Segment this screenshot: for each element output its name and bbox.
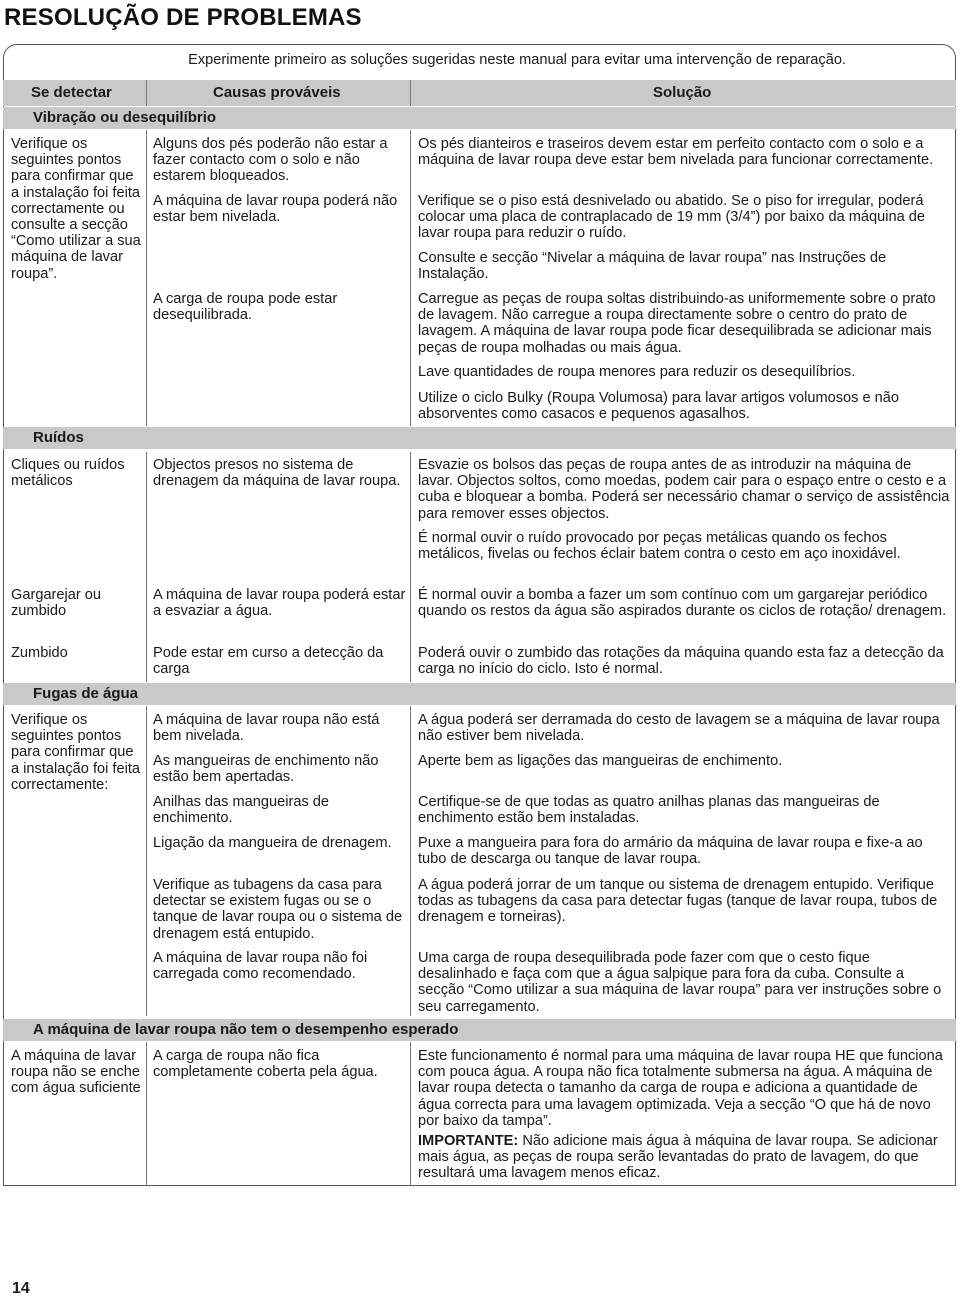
section-leaks [3,683,956,705]
cause-text: Anilhas das mangueiras de enchimento. [153,794,330,827]
solution-text: Poderá ouvir o zumbido das rotações da máquina quando esta faz a detecção da carga no início do ciclo. Isto é normal. [418,645,944,678]
solution-text: Uma carga de roupa desequilibrada pode fazer com que o cesto fique desalinhado e faça com que a água salpique para fora da cuba. Consulte a secção “Como utilizar a sua máquina de lavar roupa” para ver instruções sobre o seu carregamento. [418,950,942,1015]
solution-text: Consulte e secção “Nivelar a máquina de lavar roupa” nas Instruções de Instalação. [418,250,887,283]
symptom-vibration: Verifique os seguintes pontos para confirmar que a instalação foi feita correctamente ou consulte a secção “Como utilizar a sua máquina de lavar roupa”. [11,136,141,282]
section-title: A máquina de lavar roupa não tem o desempenho esperado [33,1021,459,1038]
col-divider [410,1042,411,1186]
important-text: Não adicione mais água à máquina de lavar roupa. Se adicionar mais água, as peças de roupa serão levantadas do prato de lavagem, do que resultará uma lavagem menos eficaz. [418,1133,938,1182]
cause-text: A máquina de lavar roupa não está bem nivelada. [153,712,380,745]
cause-text: A máquina de lavar roupa não foi carregada como recomendado. [153,950,368,983]
cause-text: A carga de roupa pode estar desequilibrada. [153,291,338,324]
cause-text: A máquina de lavar roupa poderá estar a esvaziar a água. [153,587,406,620]
symptom-text: Gargarejar ou zumbido [11,587,102,620]
section-title: Vibração ou desequilíbrio [33,109,217,126]
cause-text: Pode estar em curso a detecção da carga [153,645,384,678]
solution-text: A água poderá ser derramada do cesto de lavagem se a máquina de lavar roupa não estiver bem nivelada. [418,712,940,745]
col-divider [146,1042,147,1186]
important-label: IMPORTANTE: [418,1133,519,1149]
cause-text: A carga de roupa não fica completamente coberta pela água. [153,1048,378,1081]
symptom-text: Cliques ou ruídos metálicos [11,457,125,490]
cause-text: As mangueiras de enchimento não estão bem apertadas. [153,753,379,786]
symptom-text: Zumbido [11,645,68,661]
solution-text: É normal ouvir o ruído provocado por peças metálicas quando os fechos metálicos, fivelas ou fechos éclair batem contra o cesto em aço inoxidável. [418,530,901,563]
solution-text: Certifique-se de que todas as quatro anilhas planas das mangueiras de enchimento estão bem instaladas. [418,794,880,827]
col-divider [410,80,411,106]
cause-text: Ligação da mangueira de drenagem. [153,835,392,851]
cause-text: Alguns dos pés poderão não estar a fazer contacto com o solo e não estarem bloqueados. [153,136,388,185]
col-divider [410,452,411,682]
col-divider [146,80,147,106]
solution-text: Puxe a mangueira para fora do armário da máquina de lavar roupa e fixe-a ao tubo de descarga ou tanque de lavar roupa. [418,835,923,868]
solution-text: Os pés dianteiros e traseiros devem estar em perfeito contacto com o solo e a máquina de lavar roupa deve estar bem nivelada para funcionar correctamente. [418,136,934,169]
solution-text: Utilize o ciclo Bulky (Roupa Volumosa) para lavar artigos volumosos e não absorventes como casacos e pequenos agasalhos. [418,390,900,423]
section-noise [3,427,956,449]
solution-text: Verifique se o piso está desnivelado ou abatido. Se o piso for irregular, poderá colocar uma placa de contraplacado de 19 mm (3/4”) por baixo da máquina de lavar roupa para reduzir o ruído. [418,193,926,242]
header-detect: Se detectar [31,84,112,101]
section-title: Fugas de água [33,685,139,702]
page-title: RESOLUÇÃO DE PROBLEMAS [4,4,362,31]
section-vibration [3,107,956,129]
solution-text: Lave quantidades de roupa menores para reduzir os desequilíbrios. [418,364,856,380]
symptom-performance: A máquina de lavar roupa não se enche com água suficiente [11,1048,141,1097]
cause-text: Verifique as tubagens da casa para detectar se existem fugas ou se o tanque de lavar roupa ou o sistema de drenagem está entupido. [153,877,403,942]
col-divider [410,130,411,426]
solution-text: A água poderá jorrar de um tanque ou sistema de drenagem entupido. Verifique todas as tubagens da casa para detectar fugas (tanque de lavar roupa, tubos de drenagem e torneiras). [418,877,938,926]
cause-text: A máquina de lavar roupa poderá não estar bem nivelada. [153,193,398,226]
solution-text: Carregue as peças de roupa soltas distribuindo-as uniformemente sobre o prato de lavagem. Não carregue a roupa directamente sobre o centro do prato de lavagem. A máquina de lavar roupa pode ficar desequilibrada se adicionar mais peças de roupa molhadas ou mais água. [418,291,936,356]
cause-text: Objectos presos no sistema de drenagem da máquina de lavar roupa. [153,457,401,490]
solution-text: Esvazie os bolsos das peças de roupa antes de as introduzir na máquina de lavar. Objectos soltos, como moedas, podem cair para o espaço entre o cesto e a cuba e bloquear a bomba. Poderá ser necessário chamar o serviço de assistência para remover esses objectos. [418,457,950,522]
header-solution: Solução [653,84,712,101]
symptom-leaks: Verifique os seguintes pontos para confirmar que a instalação foi feita correctamente: [11,712,140,793]
solution-text: Este funcionamento é normal para uma máquina de lavar roupa HE que funciona com pouca água. A roupa não fica totalmente submersa na água. A máquina de lavar roupa detecta o tamanho da carga de roupa e adiciona a quantidade de água correcta para uma lavagem optimizada. Veja a secção “O que há de novo por baixo da tampa”. [418,1048,943,1129]
intro-text: Experimente primeiro as soluções sugeridas neste manual para evitar uma intervenção de reparação. [188,52,846,68]
col-divider [146,706,147,1016]
header-causes: Causas prováveis [213,84,341,101]
page-number: 14 [12,1280,30,1297]
solution-text: Aperte bem as ligações das mangueiras de enchimento. [418,753,783,769]
col-divider [146,130,147,426]
important-note [418,1133,950,1182]
col-divider [146,452,147,682]
col-divider [410,706,411,1016]
section-title: Ruídos [33,429,84,446]
section-performance [3,1019,956,1041]
solution-text: É normal ouvir a bomba a fazer um som contínuo com um gargarejar periódico quando os restos da água são aspirados durante os ciclos de rotação/ drenagem. [418,587,947,620]
